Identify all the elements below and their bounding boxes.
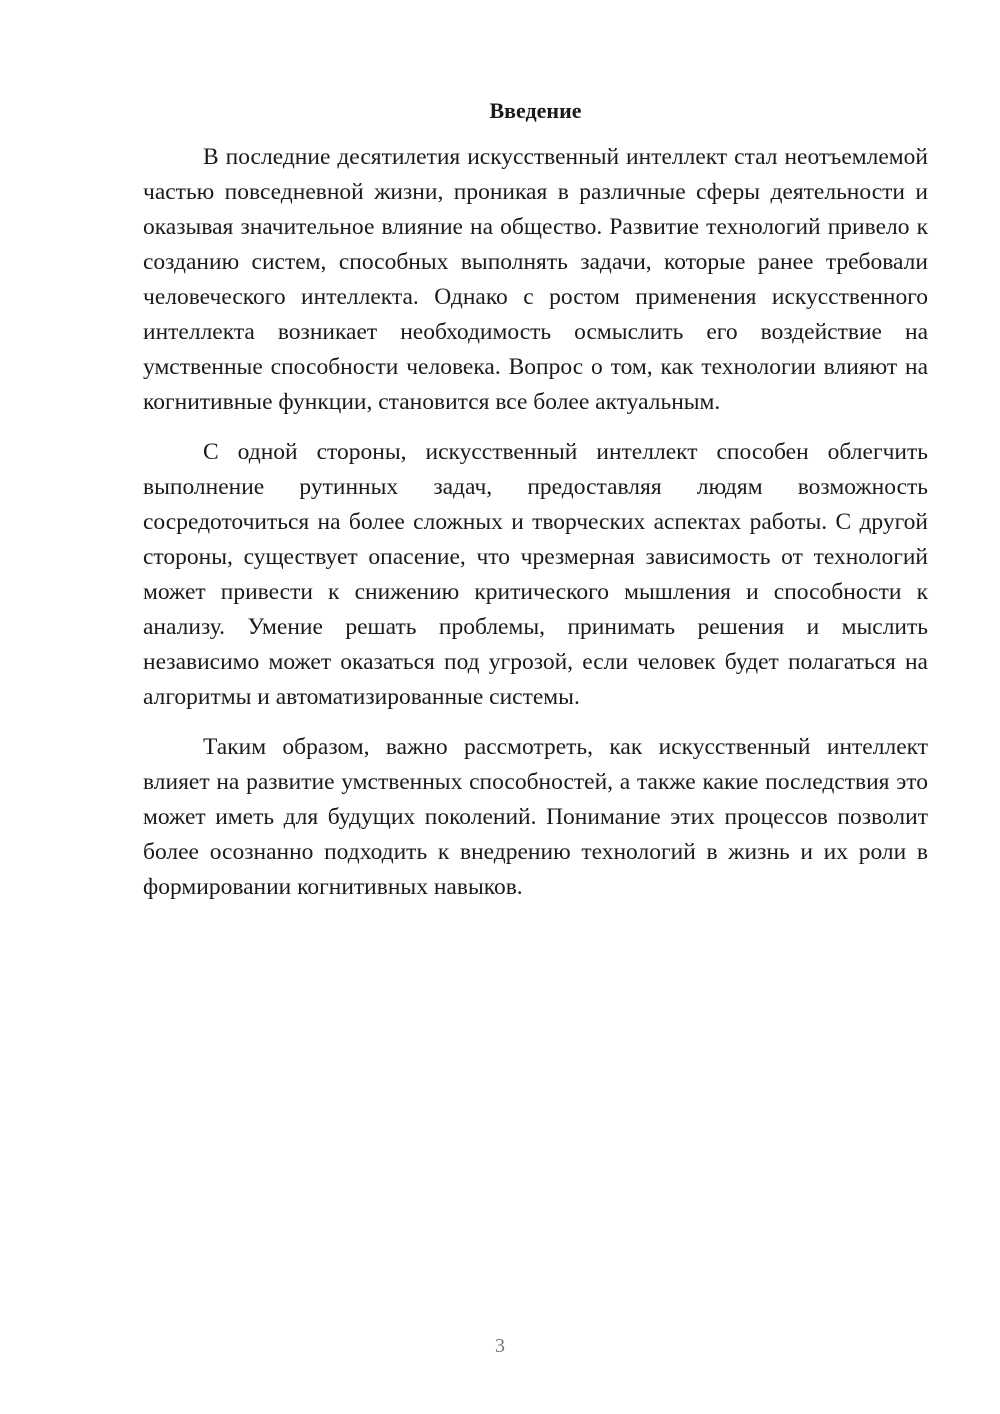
paragraph-3: Таким образом, важно рассмотреть, как искусственный интеллект влияет на развитие умственных способностей, а также какие последствия это может иметь для будущих поколений. Понимание этих процессов позволит более осознанно подходить к внедрению технологий в жизнь и их роли в формировании когнитивных навыков.: [143, 734, 928, 900]
page-content: [143, 94, 928, 920]
paragraph-2: С одной стороны, искусственный интеллект способен облегчить выполнение рутинных задач, предоставляя людям возможность сосредоточиться на более сложных и творческих аспектах работы. С другой стороны, существует опасение, что чрезмерная зависимость от технологий может привести к снижению критического мышления и способности к анализу. Умение решать проблемы, принимать решения и мыслить независимо может оказаться под угрозой, если человек будет полагаться на алгоритмы и автоматизированные системы.: [143, 439, 928, 710]
page-number: 3: [495, 1335, 505, 1357]
section-title: Введение: [489, 98, 582, 123]
paragraph-1: В последние десятилетия искусственный интеллект стал неотъемлемой частью повседневной жизни, проникая в различные сферы деятельности и оказывая значительное влияние на общество. Развитие технологий привело к созданию систем, способных выполнять задачи, которые ранее требовали человеческого интеллекта. Однако с ростом применения искусственного интеллекта возникает необходимость осмыслить его воздействие на умственные способности человека. Вопрос о том, как технологии влияют на когнитивные функции, становится все более актуальным.: [143, 144, 928, 415]
